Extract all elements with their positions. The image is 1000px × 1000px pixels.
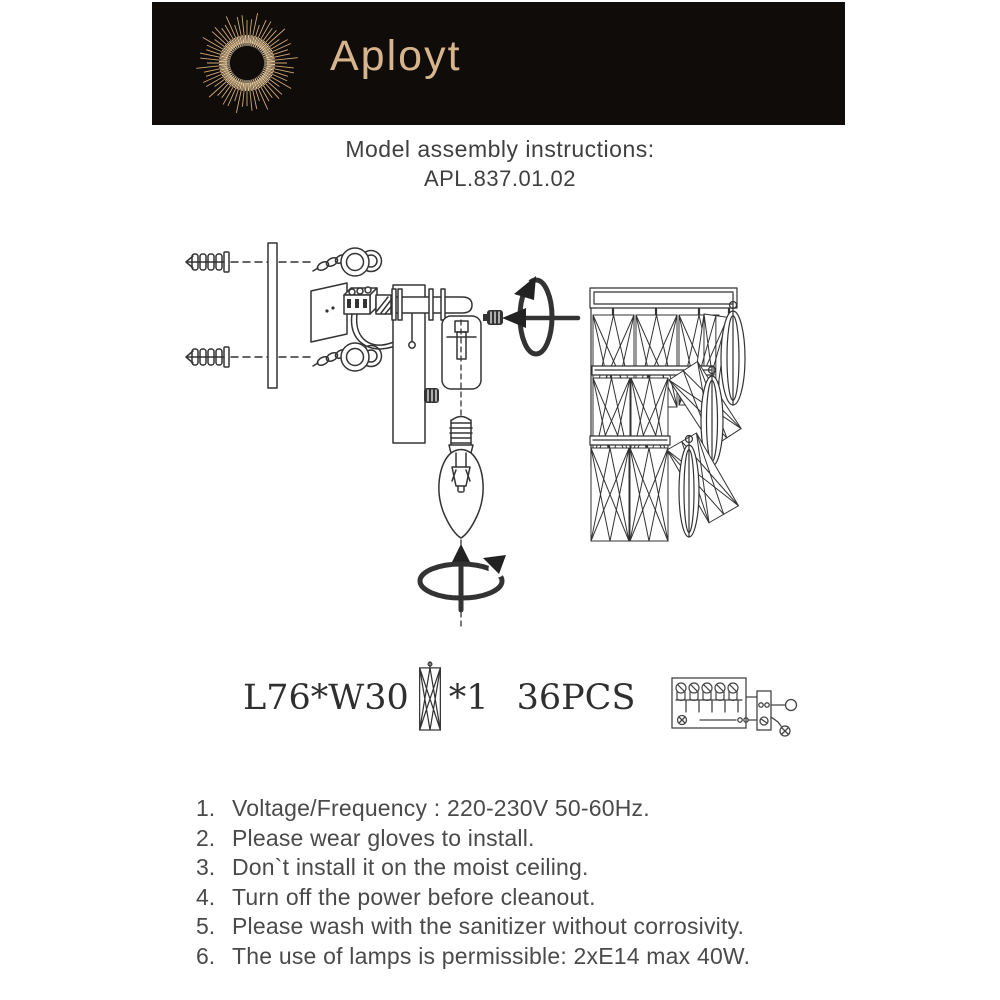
- parts-quantity: *1: [448, 678, 489, 718]
- instruction-text: Please wash with the sanitizer without corrosivity.: [232, 913, 745, 939]
- screw-washer-icon: [313, 248, 382, 276]
- wall-plug-icon: [186, 252, 229, 272]
- thumb-screw-icon: [483, 310, 503, 325]
- bulb-icon: [439, 417, 483, 539]
- thumb-screw-icon: [424, 388, 439, 403]
- starburst-logo-icon: [196, 13, 297, 113]
- assembly-diagram: [150, 230, 850, 650]
- instruction-text: The use of lamps is permissible: 2xE14 max 40W.: [232, 942, 751, 969]
- instruction-item: [196, 943, 896, 973]
- instruction-number: 1.: [196, 795, 216, 821]
- wiring-terminal-diagram: [655, 650, 820, 755]
- push-arrow-icon: [502, 308, 578, 328]
- page-title: Model assembly instructions:: [345, 136, 655, 162]
- parts-count: 36PCS: [516, 678, 636, 718]
- bulb-rotate-arrow-icon: [420, 544, 506, 610]
- crystal-pendant-icon: [414, 660, 446, 736]
- brand-banner: [152, 2, 845, 125]
- instruction-item: [196, 913, 896, 943]
- instruction-item: [196, 884, 896, 914]
- crystal-shade-diagram: [590, 288, 745, 541]
- instruction-number: 4.: [196, 883, 216, 910]
- mounting-bar: [268, 243, 277, 388]
- parts-spec: [243, 658, 635, 738]
- screw-washer-icon: [313, 343, 382, 371]
- instruction-text: Please wear gloves to install.: [232, 824, 535, 851]
- instruction-item: [196, 825, 896, 855]
- instruction-item: [196, 795, 896, 825]
- instruction-number: 2.: [196, 824, 216, 851]
- instruction-text: Turn off the power before cleanout.: [232, 883, 596, 910]
- title-block: [0, 136, 1000, 192]
- instruction-number: 5.: [196, 913, 216, 939]
- banner-decoration: [152, 2, 845, 125]
- model-number: APL.837.01.02: [423, 166, 577, 191]
- instruction-item: [196, 854, 896, 884]
- instructions-list: [196, 795, 896, 972]
- instruction-number: 3.: [196, 854, 216, 880]
- instruction-number: 6.: [196, 942, 216, 969]
- instruction-text: Voltage/Frequency : 220-230V 50-60Hz.: [232, 795, 650, 821]
- brand-logo-text: Aployt: [330, 32, 462, 80]
- instruction-text: Don`t install it on the moist ceiling.: [232, 854, 589, 880]
- parts-dimensions: L76*W30: [243, 678, 409, 718]
- wall-plug-icon: [186, 347, 229, 367]
